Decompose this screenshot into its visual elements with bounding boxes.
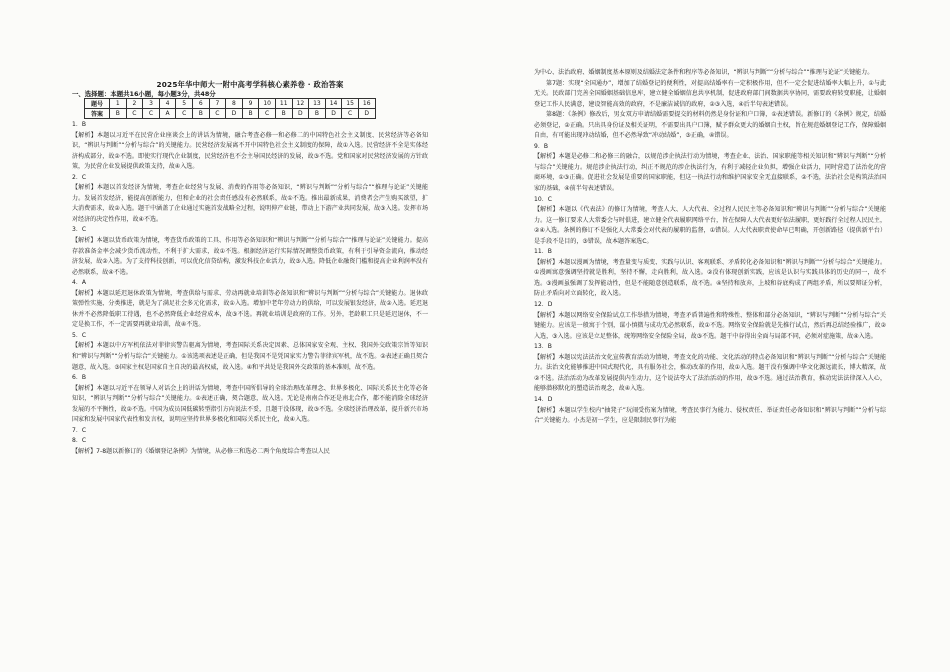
answer-letter: A bbox=[159, 109, 176, 119]
answer-number: 3 bbox=[143, 99, 160, 109]
explanation-paragraph: 【解析】本题是必修二和必修三的融合，以规范涉企执法行动为情境，考查企业、法治、国家职能等相关知识和“辨识与判断”“分析与综合”关键能力。规范涉企执法行动，纠正不规范的涉企执法行为，有利于减轻企业负担，增强企业活力，同时营造了法治化的营商环境，①③正确。促进社会发展是重要的国家职能，但这一执法行动和维护国家安全无直接联系，②不选，法治社会是构筑法治国家的基础，④前半句表述错误。 bbox=[534, 153, 886, 193]
answer-number: 14 bbox=[325, 99, 342, 109]
answer-number: 2 bbox=[126, 99, 143, 109]
answer-letter: C bbox=[143, 109, 160, 119]
answer-number-line: 4．A bbox=[72, 279, 87, 287]
answer-letter: B bbox=[242, 109, 259, 119]
explanation-paragraph: 【解析】本题以首发经济为情境，考查企业经营与发展、消费的作用等必备知识，“辨识与判断”“分析与综合”“推理与论证”关键能力。发展首发经济，能提高创新能力，但和企业的社会责任感没有必然联系，故①不选。推出最新成果，消费者会产生购买欲望，扩大消费需求，故②入选。题干中涵盖了企业通过实施首发战略全过程，说明伸产业链，带动上下游产业共同发展，故③入选。发挥市场对经济的决定性作用，故④不选。 bbox=[72, 184, 428, 223]
answer-letter: D bbox=[325, 109, 342, 119]
answer-letter: C bbox=[176, 109, 193, 119]
answer-letter: D bbox=[226, 109, 243, 119]
answer-number: 15 bbox=[342, 99, 359, 109]
answer-letter: C bbox=[209, 109, 226, 119]
answer-number: 10 bbox=[259, 99, 276, 109]
answer-number-line: 10．C bbox=[534, 195, 552, 203]
answer-number: 11 bbox=[275, 99, 292, 109]
answer-letter: C bbox=[126, 109, 143, 119]
answer-number-line: 1．B bbox=[72, 121, 87, 128]
explanation-paragraph: 【解析】本题以网络安全保险试点工作举措为情境，考查矛盾普遍性和特殊性、整体和部分必备知识，“辨识与判断”“分析与综合”关键能力。应该是一般寓于个别，谋小慎微与成功无必然联系，故①不选。网络安全保险就是先推行试点，然后再总结经验推广，故②入选，③入选。应该是立足整体，统筹网络安全保险全局，故③不选。题干中谷得出全面与局部不同，必须对症施策，故④入选。 bbox=[534, 311, 886, 340]
answer-number-line: 6．B bbox=[72, 374, 87, 382]
explanation-paragraph: 【解析】本题以宪法法治文化宣传教育活动为情境，考查文化的功能、文化活动的特点必备知识和“辨识与判断”“分析与综合”关键能力。法治文化能够推进中国式现代化，具有服务社会，推动改革的作用，故①入选。题干没有强调中华文化源远流长，博大精深，故②不选。法治活动为改革发展提供内生动力，这个说法夸大了法治活动的作用，故③不选。通过法治教育，推动宪法法律深入人心，能够潜移默化的塑造法治观念，故④入选。 bbox=[534, 353, 886, 393]
answer-letter: C bbox=[342, 109, 359, 119]
answer-table-row-label: 题号 bbox=[85, 99, 110, 109]
answer-table-row-label: 答案 bbox=[85, 109, 110, 119]
explanation-paragraph: 【解析】本题以延迟退休政策为情境，考查供给与需求、劳动再就业培训等必备知识和“辨识与判断”“分析与综合”关键能力。退休政策弹性实施、分类推进，就是为了满足社会多元化需求，故①入选。增加中老年劳动力的供给，可以发展银发经济，故②入选。延迟退休并不必然降低职工待遇，也不必然降低企业经营成本，故③不选。再就业培训是政府的工作。另外，老龄职工只是延迟退休，不一定是换工作，不一定需要再就业培训，故④不选。 bbox=[72, 289, 428, 329]
explanation-paragraph: 第7题：实现“全国通办”，增加了结婚登记的便利性，对提高结婚率有一定积极作用，但不一定会促进结婚率大幅上升，①与此无关。民政部门完善全国婚姻基础信息库，建立健全婚姻信息共享机制，促进政府部门间数据共享协同，需要政府转变职能，让婚姻登记工作人民满意，建设智能高效的政府，不是廉洁诚信的政府，②③入选，④后半句表述错误。 bbox=[534, 79, 886, 108]
answer-number-line: 3．C bbox=[72, 226, 87, 234]
answer-number: 8 bbox=[226, 99, 243, 109]
answer-number: 5 bbox=[176, 99, 193, 109]
answer-number: 9 bbox=[242, 99, 259, 109]
explanation-paragraph: 【解析】7-8题以新修订的《婚姻登记条例》为情境，从必修三和选必二两个角度综合考查以人民 bbox=[72, 447, 330, 455]
answer-number-line: 14．D bbox=[534, 395, 553, 403]
answer-letter: B bbox=[309, 109, 326, 119]
answer-number: 12 bbox=[292, 99, 309, 109]
answer-number: 13 bbox=[309, 99, 326, 109]
explanation-paragraph: 为中心、法治政府、婚姻制度基本原则及结婚法定条件和程序等必备知识，“辨识与判断”“分析与综合”“推理与论证”关键能力。 bbox=[534, 69, 874, 76]
answer-letter: B bbox=[275, 109, 292, 119]
answer-letter: D bbox=[358, 109, 375, 119]
right-column bbox=[534, 68, 886, 427]
explanation-paragraph: 【解析】本题以《代表法》的修订为情境，考查人大、人大代表、全过程人民民主等必备知识和“辨识与判断”“分析与综合”关键能力。这一修订要求人大常委会与时俱进，建立健全代表履职网络平台，旨在保障人大代表更好依法履职，更好践行全过程人民民主，②④入选。条例的修订不是强化人大常委会对代表的履职的监督，①错误。人大代表职责使命早已明确，开创新路径（提供新平台）是手段不是目的，③错误，故本题答案选C。 bbox=[534, 206, 886, 245]
answer-number-line: 11．B bbox=[534, 248, 552, 256]
answer-letter: C bbox=[259, 109, 276, 119]
answer-letter: D bbox=[292, 109, 309, 119]
answer-letter: B bbox=[192, 109, 209, 119]
answer-letter: B bbox=[110, 109, 127, 119]
section-heading: 一、选择题：本题共16小题，每小题3分，共48分 bbox=[72, 90, 216, 98]
answer-number-line: 7．C bbox=[72, 426, 87, 434]
explanation-paragraph: 【解析】本题以漫画为情境，考查量变与质变、实践与认识、客观联系、矛盾转化必备知识和“辨识与判断”“分析与综合”关键能力。①漫画寓意强调坚持就是胜利，坚持不懈，走向胜利，故入选。②没有体现创新实践，应该是认识与实践具体的历史的同一，故不选。③漫画虽强调了发挥能动性，但是不能随意创造联系，故不选。④坚持和放弃，上坡和谷底构成了两组矛盾，所以要辩证分析，防止矛盾向对立面转化，故入选。 bbox=[534, 258, 886, 298]
explanation-paragraph: 【解析】本题以货币政策为情境，考查货币政策的工具、作用等必备知识和“辨识与判断”“分析与综合”“推理与论证”关键能力。提高存款准备金率会减少货币流动性，不利于扩大需求，故①不选。根据经济运行实际情况调整货币政策，有利于引导资金流向，推动经济发展，故②入选。为了支持科技创新，可以优化信贷结构，激发科技企业活力，故③入选。降低企业融资门槛和提高企业利润率没有必然联系，故④不选。 bbox=[72, 237, 428, 276]
explanation-paragraph: 【解析】本题以习近平在领导人对话会上的讲话为情境，考查中国所倡导的全球治理改革理念、世界多极化、国际关系民主化等必备知识，“辨识与判断”“分析与综合”关键能力。①表述正确，契合题意，故入选。无论是南南合作还是南北合作，都不能消除全球经济发展的不平衡性，故②不选。中国为成员国低碳转型指引方向说法不妥，且题干没体现，故③不选。全球经济治理改革，提升新兴市场国家和发展中国家代表性和发言权，说明应坚持世界多极化和国际关系民主化，故④入选。 bbox=[72, 384, 428, 424]
answer-number: 16 bbox=[358, 99, 375, 109]
explanation-paragraph: 【解析】本题以中方军机依法对菲律宾警告驱离为情境，考查国际关系决定因素、总体国家安全观、主权、我国外交政策宗旨等知识和“辨识与判断”“分析与综合”关键能力。①该选项表述是正确，但是我国不是凭国家实力警告菲律宾军机，故不选。②表述正确且契合题意，故入选。③国家主权是国家自主自决的最高权威，故入选。④和平共处是我国外交政策的基本准则，故不选。 bbox=[72, 342, 428, 371]
answer-number-line: 2．C bbox=[72, 173, 87, 181]
answer-number-line: 9．B bbox=[534, 142, 549, 150]
explanation-paragraph: 【解析】本题以学生校内“抽凳子”玩闹受伤案为情境，考查民事行为能力、侵权责任、举证责任必备知识和“辨识与判断”“分析与综合”关键能力。小杰是初一学生，应是限制民事行为能 bbox=[534, 406, 886, 425]
answer-number: 6 bbox=[192, 99, 209, 109]
answer-number: 7 bbox=[209, 99, 226, 109]
answer-number-line: 12．D bbox=[534, 301, 553, 309]
explanation-paragraph: 第8题：《条例》修改后，男女双方申请结婚需要提交的材料仍然是身份证和户口簿，①表述错误。新修订的《条例》规定，结婚必须登记，②正确。只出具身份证及相关证明，不需要出具户口簿，赋予群众更大的婚姻自主权，旨在规范婚姻登记工作，保障婚姻自由，有可能出现冲动结婚，但不必然导致“冲动结婚”，③正确，④错误。 bbox=[534, 111, 886, 140]
answer-number-line: 8．C bbox=[72, 437, 87, 445]
page-title: 2025年华中师大一附中高考学科核心素养卷 · 政治答案 bbox=[156, 80, 344, 89]
left-column bbox=[72, 120, 428, 458]
answer-number: 4 bbox=[159, 99, 176, 109]
answer-table-number-row bbox=[85, 99, 376, 109]
answer-number-line: 5．C bbox=[72, 331, 87, 339]
answer-number: 1 bbox=[110, 99, 127, 109]
answer-number-line: 13．B bbox=[534, 343, 552, 351]
answer-table bbox=[84, 98, 376, 119]
explanation-paragraph: 【解析】本题以习近平在民营企业座谈会上的讲话为情境，融合考查必修一和必修二的中国特色社会主义制度、民营经济等必备知识，“辨识与判断”“分析与综合”的关键能力。民营经济发展离不开中国特色社会主义制度的保障，故①入选。民营经济不全是实体经济构成部分，故②不选。即使实行现代企业制度，民营经济也不会主导国民经济的发展，故③不选。党和国家对民营经济发展的方针政策，为民营企业发展提供政策支持，故④入选。 bbox=[72, 131, 428, 171]
answer-table-answer-row bbox=[85, 109, 376, 119]
